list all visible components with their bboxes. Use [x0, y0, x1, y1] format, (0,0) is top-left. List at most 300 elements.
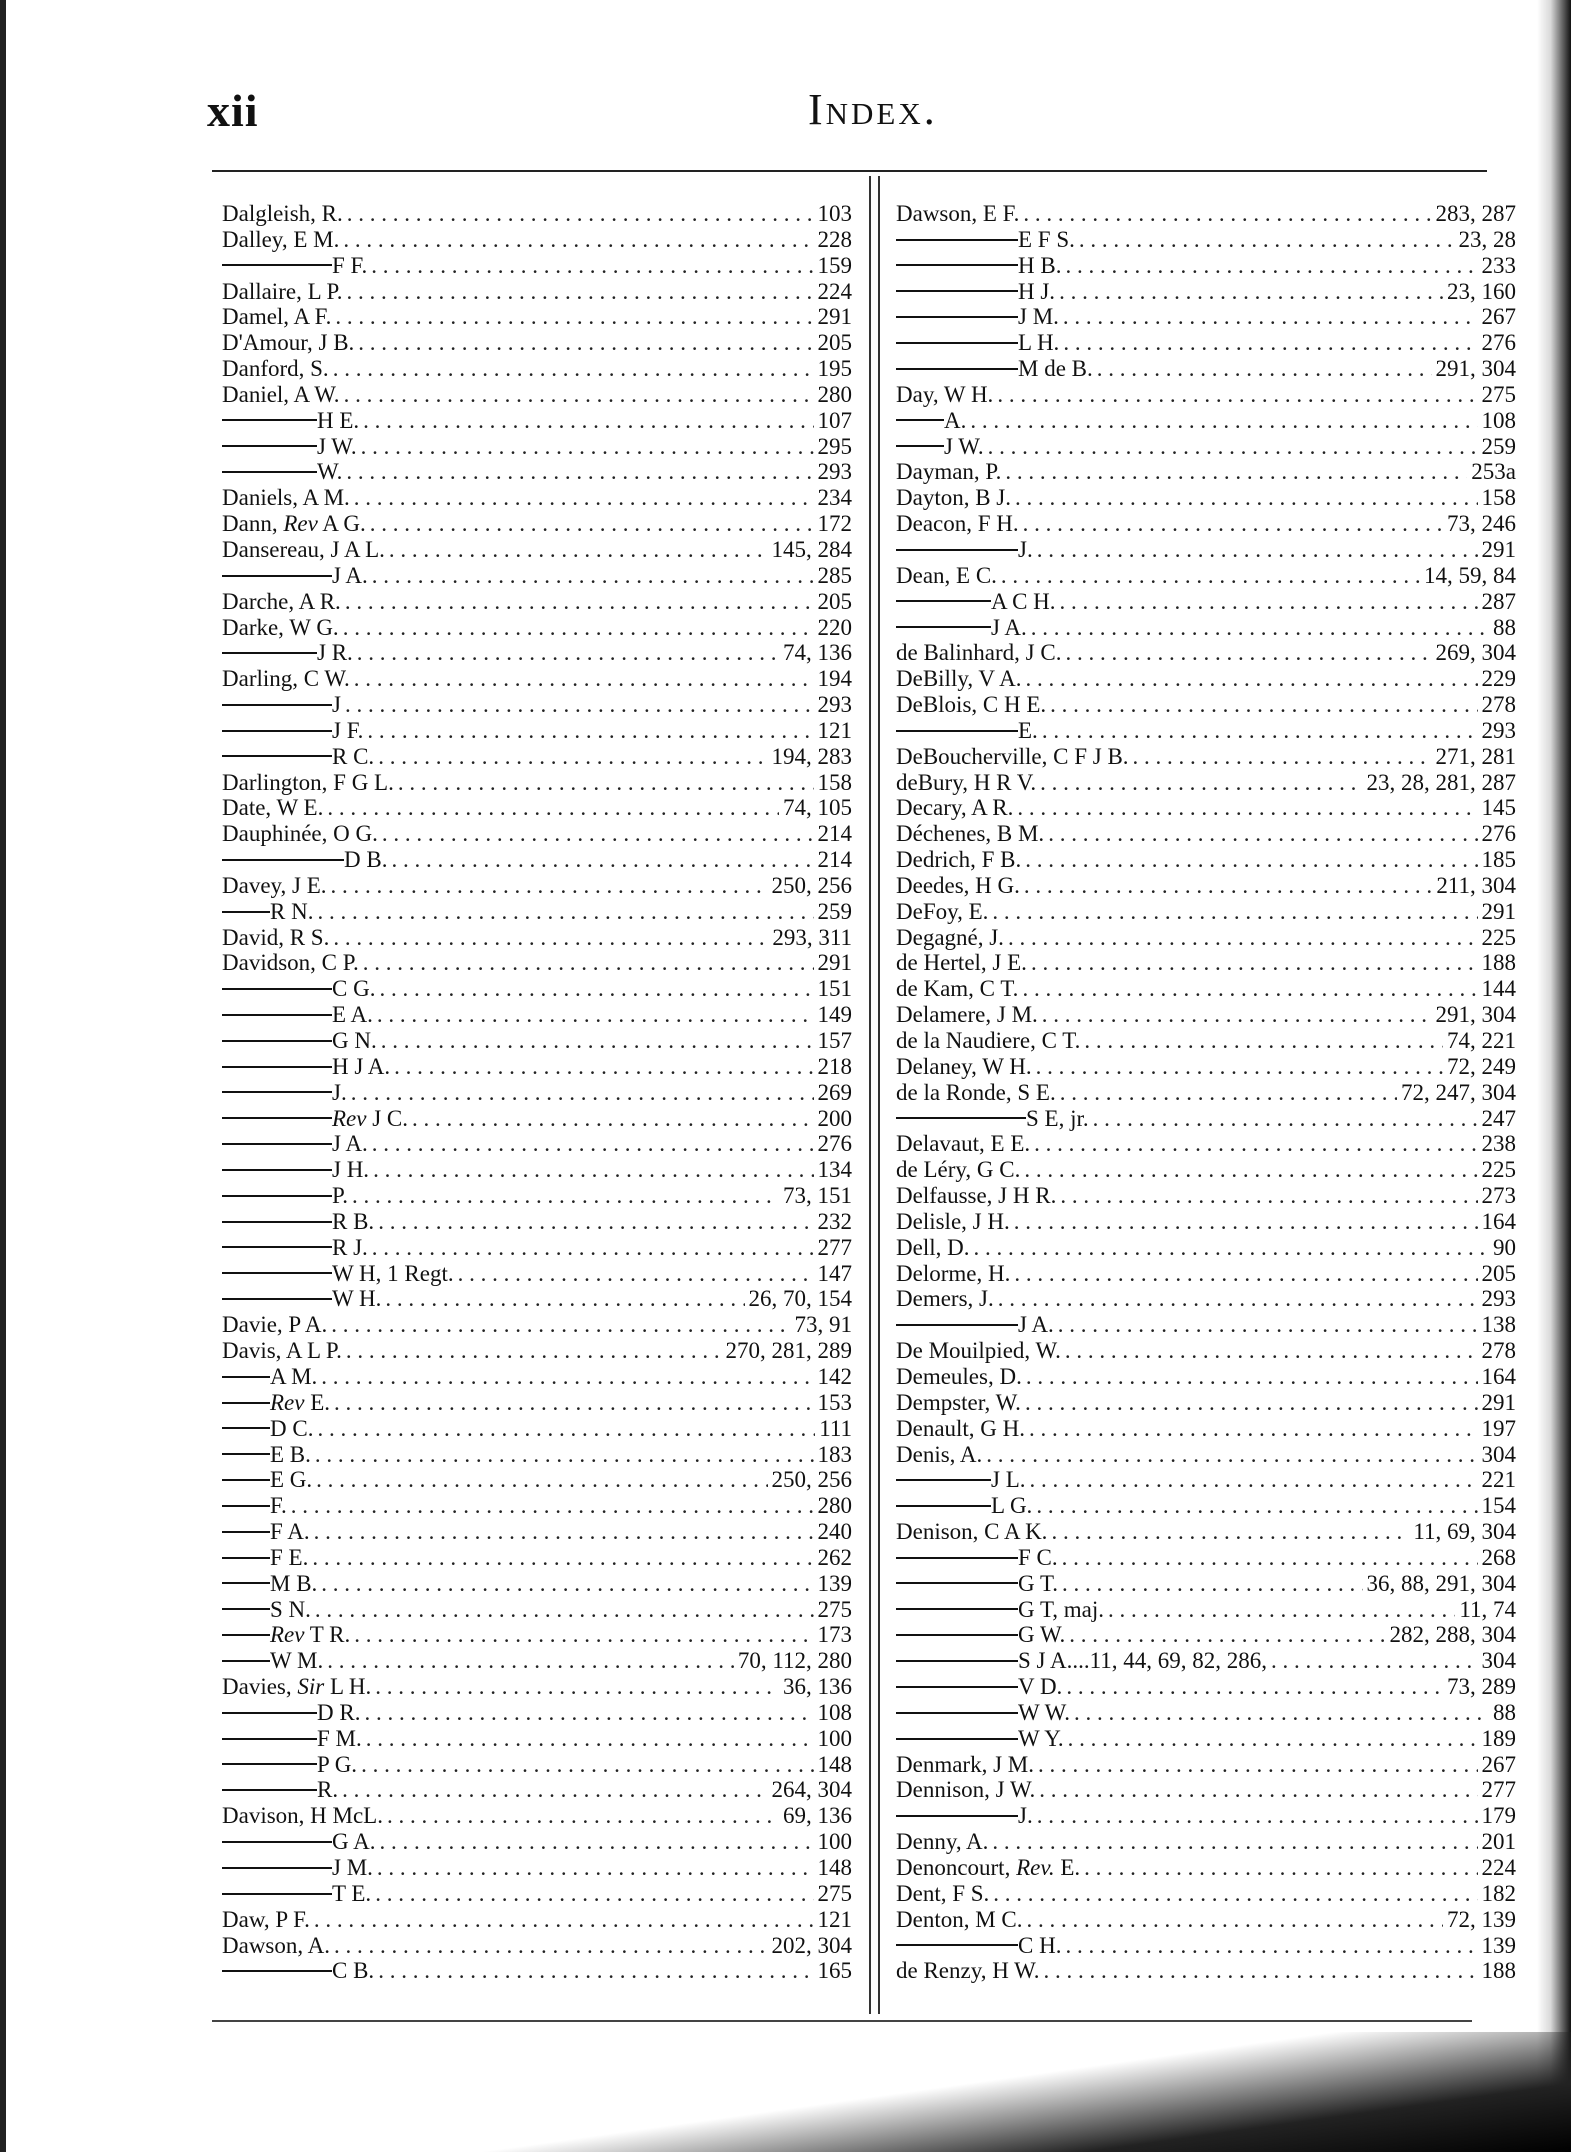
entry-pages: 291, 304 — [1435, 356, 1516, 382]
entry-pages: 182 — [1481, 1880, 1516, 1906]
index-entry — [222, 1338, 852, 1364]
leader-dots — [1060, 589, 1478, 615]
entry-name: Daw, P F. — [222, 1906, 310, 1932]
leader-dots — [1065, 640, 1431, 666]
index-entry — [896, 718, 1516, 744]
entry-name: Degagné, J. — [896, 924, 1004, 950]
index-entry — [222, 1958, 852, 1984]
leader-dots — [1025, 666, 1477, 692]
index-entry — [896, 1829, 1516, 1855]
entry-name: Darlington, F G L. — [222, 769, 394, 795]
entry-pages: 234 — [817, 485, 852, 511]
index-entry — [222, 1803, 852, 1829]
leader-dots — [331, 873, 768, 899]
index-entry — [222, 1028, 852, 1054]
entry-name: Darling, C W. — [222, 666, 350, 692]
leader-dots — [992, 899, 1477, 925]
entry-pages: 278 — [1481, 692, 1516, 718]
index-entry — [896, 925, 1516, 951]
entry-name: J A. — [896, 615, 1027, 641]
leader-dots — [997, 382, 1477, 408]
entry-pages: 183 — [817, 1441, 852, 1467]
index-entry — [896, 434, 1516, 460]
entry-pages: 90 — [1493, 1234, 1516, 1260]
ditto-dash — [896, 1738, 1018, 1740]
leader-dots — [1063, 330, 1477, 356]
leader-dots — [385, 1286, 744, 1312]
leader-dots — [373, 1157, 813, 1183]
index-entry — [222, 873, 852, 899]
entry-name: Daniel, A W. — [222, 381, 340, 407]
ditto-dash — [222, 1893, 332, 1895]
entry-pages: 14, 59, 84 — [1424, 562, 1516, 588]
leader-dots — [317, 1416, 815, 1442]
index-entry — [896, 1493, 1516, 1519]
entry-name: J L. — [896, 1467, 1026, 1493]
index-entry — [222, 1571, 852, 1597]
entry-pages: 23, 28, 281, 287 — [1366, 769, 1516, 795]
leader-dots — [357, 640, 779, 666]
index-entry — [896, 899, 1516, 925]
entry-pages: 304 — [1481, 1648, 1516, 1674]
index-entry — [222, 1183, 852, 1209]
entry-pages: 69, 136 — [783, 1803, 852, 1829]
entry-name: J. — [896, 537, 1033, 563]
ditto-dash — [222, 1557, 270, 1559]
index-entry — [222, 1726, 852, 1752]
entry-pages: 26, 70, 154 — [748, 1286, 852, 1312]
entry-pages: 153 — [817, 1389, 852, 1415]
index-entry — [896, 330, 1516, 356]
entry-pages: 72, 249 — [1447, 1053, 1516, 1079]
entry-name: M B. — [222, 1571, 317, 1597]
entry-pages: 271, 281 — [1435, 743, 1516, 769]
ditto-dash — [222, 1221, 332, 1223]
ditto-dash — [222, 730, 332, 732]
entry-pages: 185 — [1481, 847, 1516, 873]
leader-dots — [354, 1622, 813, 1648]
leader-dots — [1005, 459, 1467, 485]
index-entry — [896, 1674, 1516, 1700]
entry-pages: 72, 247, 304 — [1401, 1079, 1516, 1105]
index-entry — [222, 227, 852, 253]
entry-pages: 151 — [817, 976, 852, 1002]
ditto-dash — [896, 1686, 1018, 1688]
header-rule — [212, 170, 1487, 172]
ditto-dash — [222, 1970, 332, 1972]
entry-name: Davison, H McL. — [222, 1803, 383, 1829]
index-entry — [222, 434, 852, 460]
entry-pages: 188 — [1481, 950, 1516, 976]
leader-dots — [314, 1907, 814, 1933]
entry-pages: 147 — [817, 1260, 852, 1286]
entry-name: Denault, G H. — [896, 1415, 1026, 1441]
entry-name: H J. — [896, 279, 1055, 305]
ditto-dash — [222, 1841, 332, 1843]
entry-name: DeBlois, C H E. — [896, 692, 1047, 718]
index-entry — [896, 615, 1516, 641]
entry-pages: 240 — [817, 1519, 852, 1545]
leader-dots — [1023, 201, 1431, 227]
leader-dots — [1024, 873, 1432, 899]
ditto-dash — [222, 419, 317, 421]
entry-name: F E. — [222, 1545, 308, 1571]
index-entry — [896, 795, 1516, 821]
entry-name: J R. — [222, 640, 353, 666]
entry-name: Date, W E. — [222, 795, 324, 821]
leader-dots — [1022, 976, 1477, 1002]
leader-dots — [394, 1054, 813, 1080]
entry-pages: 145 — [1481, 795, 1516, 821]
index-entry — [222, 1209, 852, 1235]
entry-name: De Mouilpied, W. — [896, 1338, 1061, 1364]
ditto-dash — [222, 1531, 270, 1533]
leader-dots — [389, 537, 768, 563]
page-header — [0, 80, 1571, 140]
entry-pages: 165 — [817, 1958, 852, 1984]
leader-dots — [343, 615, 814, 641]
index-entry — [896, 640, 1516, 666]
entry-pages: 225 — [1481, 1157, 1516, 1183]
leader-dots — [1060, 1080, 1397, 1106]
index-entry — [222, 589, 852, 615]
ditto-dash — [896, 419, 944, 421]
leader-dots — [327, 1648, 734, 1674]
entry-pages: 220 — [817, 614, 852, 640]
entry-pages: 276 — [1481, 330, 1516, 356]
entry-name: Denis, A. — [896, 1441, 983, 1467]
entry-pages: 275 — [817, 1880, 852, 1906]
entry-pages: 276 — [1481, 821, 1516, 847]
leader-dots — [364, 1700, 813, 1726]
leader-dots — [1036, 1493, 1477, 1519]
entry-name: Dallaire, L P. — [222, 278, 343, 304]
ditto-dash — [896, 1634, 1018, 1636]
index-entry — [896, 1338, 1516, 1364]
leader-dots — [316, 1467, 767, 1493]
leader-dots — [343, 227, 813, 253]
index-entry — [222, 1493, 852, 1519]
page-shadow-right — [1537, 0, 1571, 2152]
index-entry — [896, 1622, 1516, 1648]
column-divider — [869, 176, 880, 2014]
ditto-dash — [896, 1582, 1018, 1584]
ditto-dash — [896, 1608, 1018, 1610]
entry-name: Delamere, J M. — [896, 1002, 1038, 1028]
index-entry — [222, 1157, 852, 1183]
leader-dots — [291, 1493, 814, 1519]
entry-pages: 214 — [817, 847, 852, 873]
entry-name: Rev E. — [222, 1390, 330, 1416]
index-entry — [222, 718, 852, 744]
leader-dots — [1024, 1157, 1477, 1183]
index-entry — [222, 1777, 852, 1803]
entry-pages: 225 — [1481, 924, 1516, 950]
ditto-dash — [896, 290, 1018, 292]
leader-dots — [412, 1106, 813, 1132]
leader-dots — [986, 1442, 1477, 1468]
ditto-dash — [222, 1763, 317, 1765]
ditto-dash — [222, 1169, 332, 1171]
ditto-dash — [222, 1582, 270, 1584]
entry-pages: 291 — [1481, 1389, 1516, 1415]
entry-name: A. — [896, 408, 966, 434]
ditto-dash — [896, 626, 991, 628]
entry-name: Delavaut, E E. — [896, 1131, 1031, 1157]
ditto-dash — [222, 1246, 332, 1248]
entry-pages: 267 — [1481, 304, 1516, 330]
index-entry — [222, 356, 852, 382]
entry-pages: 293 — [1481, 1286, 1516, 1312]
ditto-dash — [222, 1608, 270, 1610]
entry-pages: 293, 311 — [772, 924, 852, 950]
entry-pages: 148 — [817, 1855, 852, 1880]
entry-pages: 134 — [817, 1157, 852, 1183]
entry-pages: 201 — [1481, 1829, 1516, 1855]
ditto-dash — [222, 1634, 270, 1636]
entry-pages: 73, 151 — [783, 1183, 852, 1209]
entry-name: Darche, A R. — [222, 588, 341, 614]
leader-dots — [314, 1519, 814, 1545]
entry-name: W. — [222, 459, 342, 485]
entry-name: J — [222, 692, 341, 718]
entry-pages: 268 — [1481, 1544, 1516, 1570]
entry-name: Danford, S. — [222, 356, 329, 382]
leader-dots — [973, 1235, 1489, 1261]
entry-name: Delaney, W H. — [896, 1053, 1032, 1079]
entry-name: DeBoucherville, C F J B. — [896, 743, 1129, 769]
entry-name: M de B. — [896, 356, 1093, 382]
ditto-dash — [222, 1479, 270, 1481]
entry-name: Dedrich, F B. — [896, 847, 1022, 873]
index-entry — [222, 847, 852, 873]
leader-dots — [334, 1933, 768, 1959]
index-entry — [896, 873, 1516, 899]
leader-dots — [327, 795, 779, 821]
ditto-dash — [222, 1040, 332, 1042]
entry-pages: 211, 304 — [1436, 872, 1516, 898]
leader-dots — [1014, 1209, 1478, 1235]
ditto-dash — [896, 239, 1018, 241]
index-entry — [222, 1390, 852, 1416]
leader-dots — [1108, 1597, 1455, 1623]
entry-pages: 253a — [1471, 459, 1516, 485]
leader-dots — [398, 770, 814, 796]
leader-dots — [1014, 1261, 1477, 1287]
entry-name: Decary, A R. — [896, 795, 1014, 821]
entry-pages: 273 — [1481, 1183, 1516, 1209]
entry-name: J A. — [896, 1312, 1054, 1338]
index-entry — [222, 821, 852, 847]
ditto-dash — [222, 1738, 317, 1740]
entry-name: G W. — [896, 1622, 1065, 1648]
index-entry — [896, 1700, 1516, 1726]
page-shadow-bottom — [0, 2032, 1571, 2152]
entry-name: de Hertel, J E. — [896, 950, 1027, 976]
index-entry — [896, 1958, 1516, 1984]
leader-dots — [370, 511, 814, 537]
index-entry — [896, 1545, 1516, 1571]
leader-dots — [371, 253, 813, 279]
index-entry — [896, 227, 1516, 253]
leader-dots — [375, 1674, 779, 1700]
entry-name: de Balinhard, J C. — [896, 640, 1062, 666]
footer-rule — [212, 2020, 1472, 2022]
entry-pages: 295 — [817, 433, 852, 459]
index-entry — [896, 589, 1516, 615]
entry-name: Darke, W G. — [222, 614, 339, 640]
leader-dots — [1066, 1674, 1443, 1700]
leader-dots — [1060, 1183, 1477, 1209]
index-entry — [222, 1752, 852, 1778]
leader-dots — [334, 1390, 813, 1416]
leader-dots — [1029, 1416, 1477, 1442]
page-number: xii — [207, 85, 259, 136]
index-entry — [222, 304, 852, 330]
ditto-dash — [896, 264, 1018, 266]
index-entry — [896, 459, 1516, 485]
entry-pages: 72, 139 — [1447, 1906, 1516, 1932]
entry-name: Rev J C. — [222, 1106, 408, 1132]
index-entry — [896, 1726, 1516, 1752]
entry-pages: 269, 304 — [1435, 640, 1516, 666]
entry-name: L H. — [896, 330, 1059, 356]
entry-pages: 264, 304 — [771, 1777, 852, 1803]
index-entry — [222, 1235, 852, 1261]
entry-name: J. — [896, 1803, 1033, 1829]
leader-dots — [1025, 847, 1477, 873]
entry-name: Dalley, E M. — [222, 226, 340, 252]
entry-name: F C. — [896, 1545, 1058, 1571]
leader-dots — [391, 847, 813, 873]
ditto-dash — [896, 1479, 991, 1481]
index-entry — [896, 1777, 1516, 1803]
entry-pages: 205 — [1481, 1260, 1516, 1286]
entry-pages: 291 — [1481, 536, 1516, 562]
entry-pages: 277 — [817, 1234, 852, 1260]
entry-name: W M. — [222, 1648, 323, 1674]
entry-name: W Y. — [896, 1726, 1064, 1752]
leader-dots — [331, 1312, 790, 1338]
leader-dots — [993, 1881, 1477, 1907]
entry-name: Delisle, J H. — [896, 1208, 1010, 1234]
ditto-dash — [222, 1014, 332, 1016]
leader-dots — [378, 1209, 813, 1235]
entry-pages: 36, 88, 291, 304 — [1366, 1570, 1516, 1596]
entry-pages: 285 — [817, 562, 852, 588]
leader-dots — [342, 1777, 767, 1803]
entry-pages: 88 — [1493, 1699, 1516, 1725]
entry-pages: 154 — [1481, 1493, 1516, 1519]
entry-name: Denton, M C. — [896, 1906, 1023, 1932]
entry-name: Dayman, P. — [896, 459, 1002, 485]
entry-name: Dawson, E F. — [896, 201, 1020, 226]
entry-name: G T, maj. — [896, 1597, 1104, 1623]
index-column-left — [222, 201, 852, 1984]
ditto-dash — [222, 1066, 332, 1068]
entry-pages: 277 — [1481, 1777, 1516, 1803]
entry-pages: 224 — [817, 278, 852, 304]
entry-pages: 11, 69, 304 — [1413, 1519, 1516, 1545]
entry-name: E F S. — [896, 227, 1075, 253]
entry-name: Denny, A. — [896, 1829, 989, 1855]
index-entry — [896, 279, 1516, 305]
entry-name: Dauphinée, O G. — [222, 821, 378, 847]
entry-name: DeBilly, V A. — [896, 666, 1022, 692]
index-entry — [222, 1131, 852, 1157]
index-entry — [222, 459, 852, 485]
entry-pages: 172 — [817, 511, 852, 537]
entry-name: D'Amour, J B. — [222, 330, 355, 356]
index-entry — [896, 770, 1516, 796]
ditto-dash — [222, 1660, 270, 1662]
index-entry — [896, 1467, 1516, 1493]
entry-name: J M. — [896, 304, 1059, 330]
index-entry — [896, 1080, 1516, 1106]
entry-name: Davidson, C P. — [222, 950, 359, 976]
entry-pages: 121 — [817, 1906, 852, 1932]
index-entry — [222, 976, 852, 1002]
entry-name: H B. — [896, 253, 1061, 279]
leader-dots — [1093, 1106, 1478, 1132]
entry-pages: 200 — [817, 1105, 852, 1131]
ditto-dash — [896, 1712, 1018, 1714]
index-entry — [896, 1442, 1516, 1468]
entry-pages: 145, 284 — [771, 536, 852, 562]
leader-dots — [1065, 1338, 1478, 1364]
entry-pages: 158 — [817, 769, 852, 795]
leader-dots — [1015, 485, 1478, 511]
entry-pages: 144 — [1481, 976, 1516, 1002]
index-entry — [222, 1545, 852, 1571]
entry-name: C B. — [222, 1958, 374, 1984]
leader-dots — [345, 589, 814, 615]
leader-dots — [361, 1752, 813, 1778]
entry-name: Day, W H. — [896, 381, 994, 407]
leader-dots — [1068, 1726, 1478, 1752]
entry-name: de Kam, C T. — [896, 976, 1019, 1002]
entry-name: Dann, Rev A G. — [222, 511, 366, 537]
index-entry — [222, 1648, 852, 1674]
ditto-dash — [896, 342, 1018, 344]
index-entry — [896, 408, 1516, 434]
ditto-dash — [222, 859, 344, 861]
index-entry — [222, 408, 852, 434]
index-entry — [222, 485, 852, 511]
index-entry — [896, 1364, 1516, 1390]
entry-name: L G. — [896, 1493, 1032, 1519]
entry-pages: 293 — [817, 459, 852, 485]
leader-dots — [347, 201, 814, 227]
ditto-dash — [222, 1195, 332, 1197]
entry-name: Delorme, H. — [896, 1260, 1011, 1286]
leader-dots — [1048, 821, 1477, 847]
index-entry — [222, 795, 852, 821]
leader-dots — [372, 1235, 814, 1261]
entry-pages: 179 — [1481, 1803, 1516, 1829]
index-entry — [222, 615, 852, 641]
entry-name: Dent, F S. — [896, 1880, 990, 1906]
leader-dots — [354, 666, 814, 692]
leader-dots — [351, 1080, 814, 1106]
entry-name: Dalgleish, R. — [222, 201, 343, 226]
index-entry — [896, 563, 1516, 589]
index-entry — [896, 1416, 1516, 1442]
entry-name: Dayton, B J. — [896, 485, 1011, 511]
leader-dots — [1036, 1054, 1443, 1080]
index-entry — [222, 1597, 852, 1623]
ditto-dash — [222, 445, 317, 447]
